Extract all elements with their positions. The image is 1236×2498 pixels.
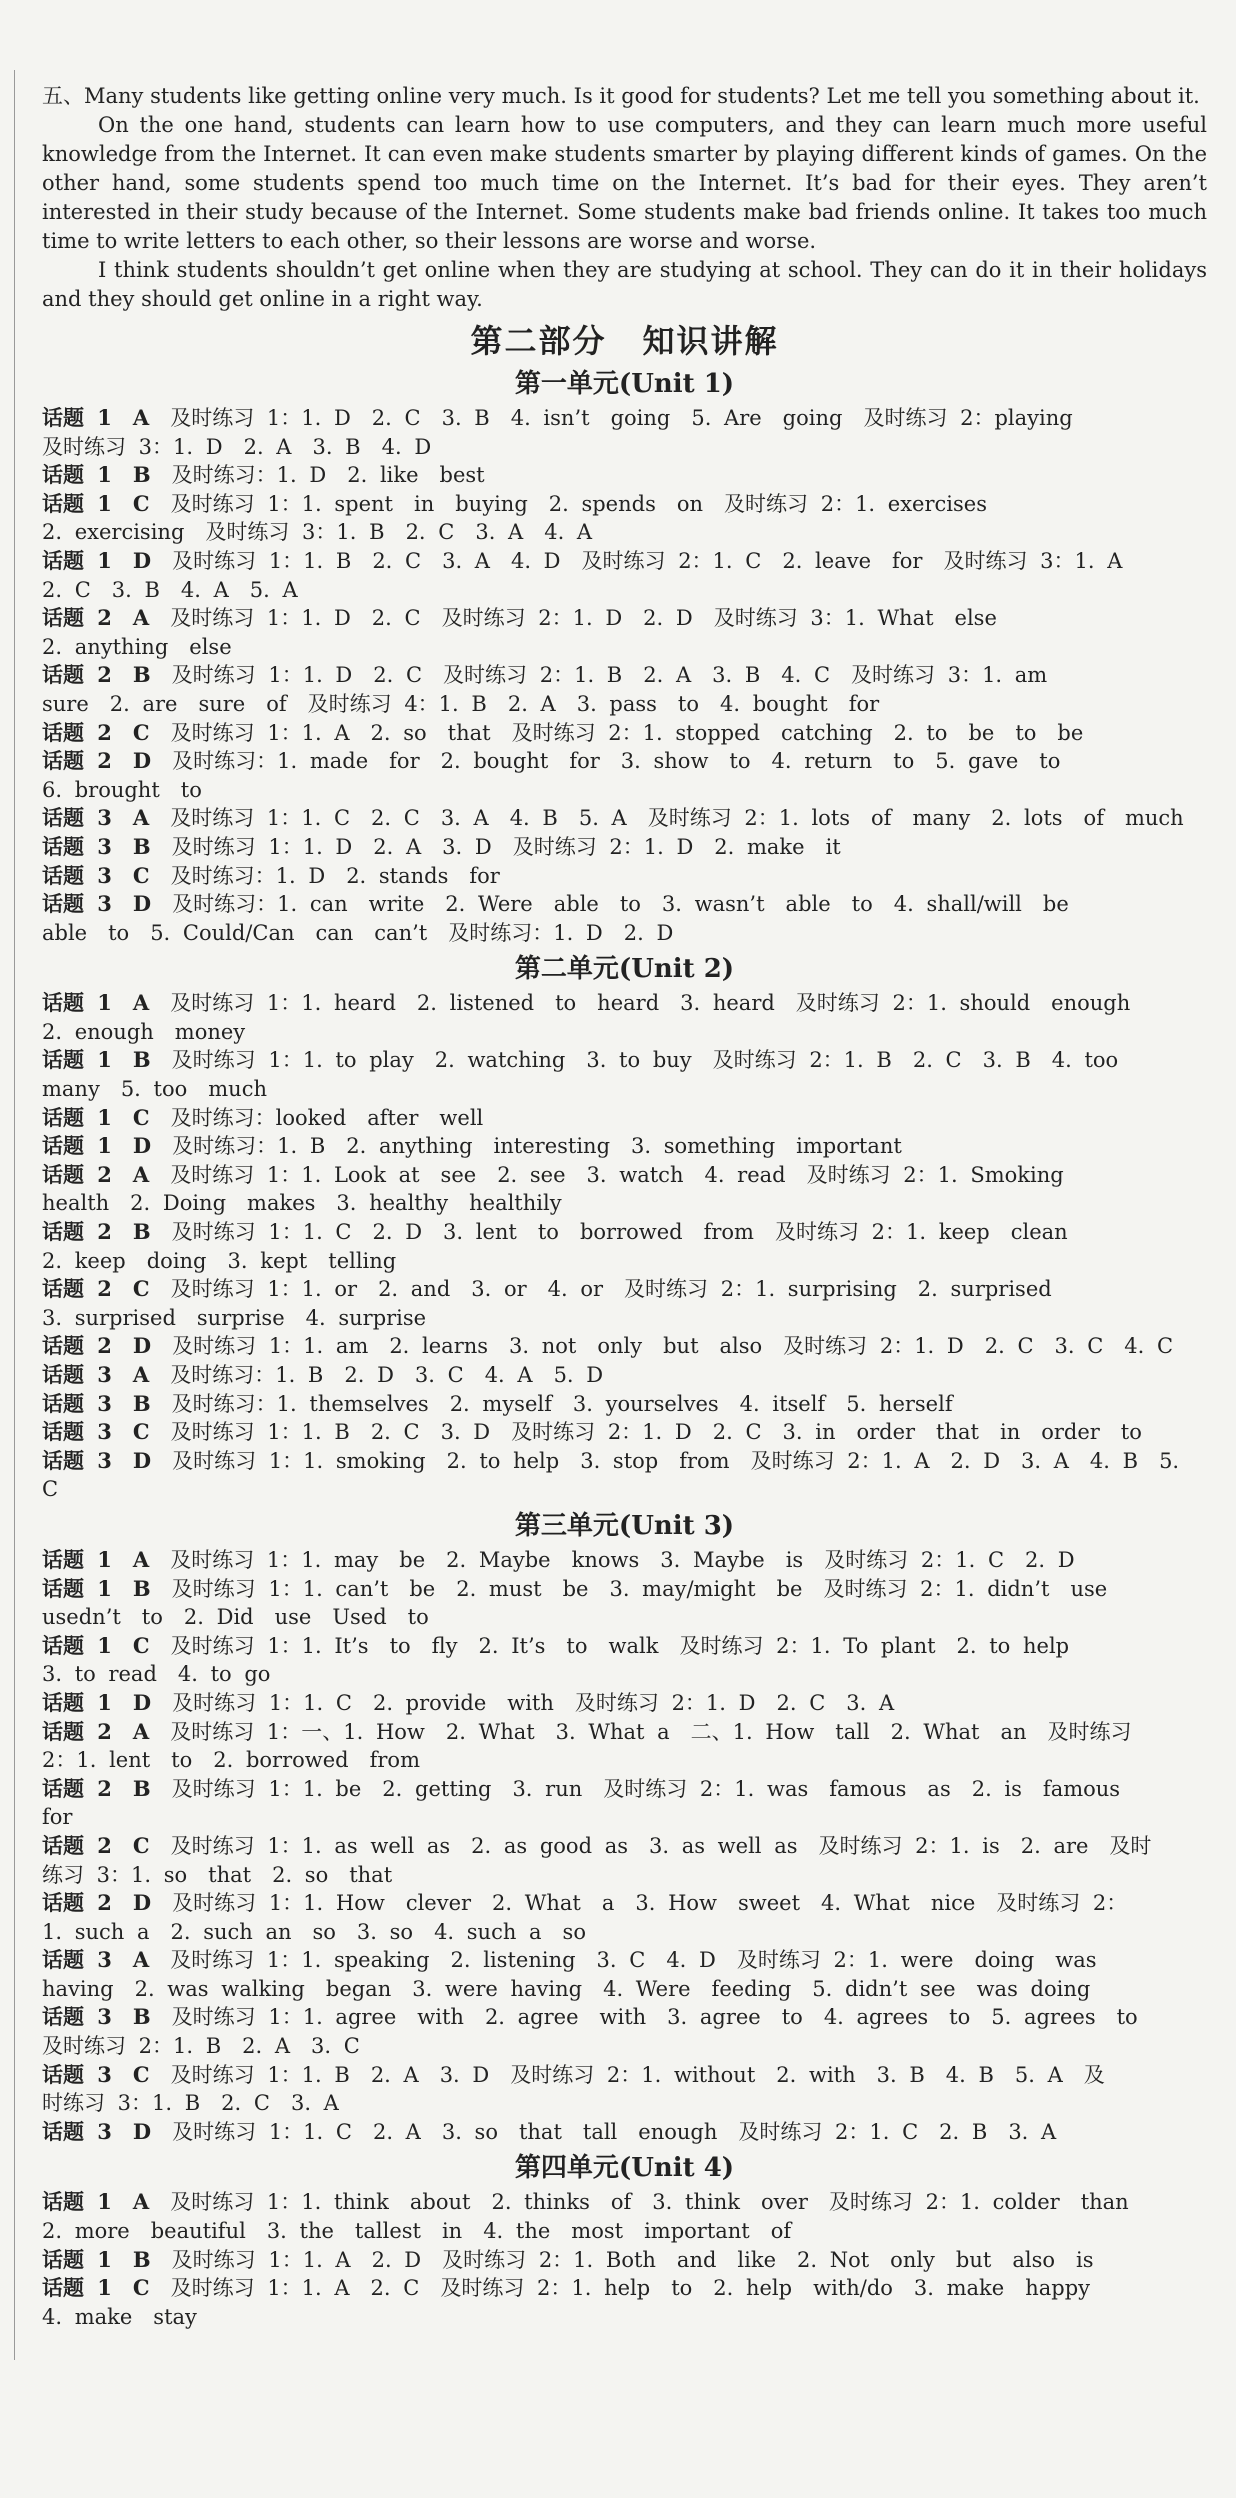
answer-text: 2. more beautiful 3. the tallest in 4. the most important of: [42, 2219, 792, 2244]
answer-line: [42, 1132, 1207, 1161]
answer-text: 3. to read 4. to go: [42, 1662, 271, 1687]
answer-text: 及时练习 1：1. D 2. A 3. D 及时练习 2：1. D 2. make it: [150, 834, 841, 859]
answer-line: [42, 719, 1207, 748]
answer-text: 及时练习 1：1. A 2. C 及时练习 2：1. help to 2. help with/do 3. make happy: [149, 2276, 1091, 2301]
answer-text: 及时练习 1：1. can’t be 2. must be 3. may/might be 及时练习 2：1. didn’t use: [150, 1576, 1108, 1601]
answer-text: 及时练习 1：1. think about 2. thinks of 3. think over 及时练习 2：1. colder than: [149, 2190, 1129, 2215]
unit-title: 第三单元(Unit 3): [514, 1510, 735, 1541]
section5-paragraph-2: I think students shouldn’t get online when they are studying at school. They can do it in their holidays and they should get online in a right way.: [42, 258, 1207, 311]
answer-text: health 2. Doing makes 3. healthy healthily: [42, 1191, 562, 1216]
topic-label: 话题 3 B: [42, 833, 151, 859]
answer-line: [42, 1632, 1207, 1661]
topic-label: 话题 3 B: [42, 2004, 151, 2030]
answer-line: [42, 1247, 1207, 1276]
answer-text: 及时练习 1：1. A 2. so that 及时练习 2：1. stopped catching 2. to be to be: [149, 720, 1084, 745]
answer-line: [42, 2217, 1207, 2246]
answer-text: 2. anything else: [42, 634, 232, 659]
unit-title: 第一单元(Unit 1): [514, 369, 735, 399]
answer-line: [42, 1775, 1207, 1804]
answer-text: 及时练习：1. B 2. anything interesting 3. something important: [151, 1134, 902, 1159]
answer-line: [42, 433, 1207, 462]
answer-line: [42, 2303, 1207, 2332]
answer-line: [42, 1361, 1207, 1390]
topic-label: 话题 1 A: [42, 2189, 150, 2215]
answer-text: able to 5. Could/Can can can’t 及时练习：1. D 2. D: [42, 920, 674, 945]
answer-text: 及时练习 1：1. heard 2. listened to heard 3. heard 及时练习 2：1. should enough: [149, 991, 1131, 1016]
answer-text: 及时练习 1：1. B 2. A 3. D 及时练习 2：1. without 2. with 3. B 4. B 5. A 及: [149, 2062, 1105, 2087]
units-container: [42, 366, 1207, 2331]
answer-text: 及时练习 1：1. D 2. C 及时练习 2：1. D 2. D 及时练习 3：1. What else: [149, 606, 997, 631]
topic-label: 话题 3 C: [42, 1419, 150, 1445]
answer-line: [42, 1946, 1207, 1975]
answer-text: 及时练习 1：1. be 2. getting 3. run 及时练习 2：1. was famous as 2. is famous: [150, 1776, 1121, 1801]
answer-text: 及时练习：1. can write 2. Were able to 3. wasn’t able to 4. shall/will be: [151, 892, 1069, 917]
answer-line: [42, 833, 1207, 862]
answer-line: [42, 461, 1207, 490]
answer-line: [42, 919, 1207, 948]
answer-line: [42, 2089, 1207, 2118]
answer-line: [42, 1832, 1207, 1861]
answer-text: 及时练习 3：1. D 2. A 3. B 4. D: [42, 434, 432, 459]
part-title-left: 第二部分: [470, 322, 607, 360]
answer-text: 及时练习 1：1. It’s to fly 2. It’s to walk 及时练习 2：1. To plant 2. to help: [149, 1633, 1070, 1658]
answer-line: [42, 1575, 1207, 1604]
answer-line: [42, 661, 1207, 690]
topic-label: 话题 3 A: [42, 805, 150, 831]
answer-text: 及时练习 1：1. B 2. C 3. A 4. D 及时练习 2：1. C 2. leave for 及时练习 3：1. A: [151, 548, 1123, 573]
answer-text: 及时练习 1：1. C 2. provide with 及时练习 2：1. D 2. C 3. A: [151, 1690, 895, 1715]
answer-line: [42, 1218, 1207, 1247]
answer-line: [42, 1275, 1207, 1304]
topic-label: 话题 1 A: [42, 1546, 150, 1572]
answer-line: [42, 1746, 1207, 1775]
answer-line: [42, 2118, 1207, 2147]
answer-text: 及时练习：1. made for 2. bought for 3. show to 4. return to 5. gave to: [151, 749, 1061, 774]
page-content: [42, 82, 1207, 2331]
answer-line: [42, 989, 1207, 1018]
unit-title: 第二单元(Unit 2): [514, 954, 735, 985]
answer-text: 及时练习 1：1. agree with 2. agree with 3. agree to 4. agrees to 5. agrees to: [150, 2005, 1138, 2030]
answer-text: 2. keep doing 3. kept telling: [42, 1248, 397, 1273]
left-margin-rule: [14, 70, 15, 2360]
answer-line: [42, 633, 1207, 662]
answer-text: 6. brought to: [42, 777, 202, 802]
answer-text: 1. such a 2. such an so 3. so 4. such a so: [42, 1919, 586, 1944]
answer-text: 及时练习 1：一、1. How 2. What 3. What a 二、1. How tall 2. What an 及时练习: [149, 1719, 1132, 1744]
section5-paragraph-1: On the one hand, students can learn how to use computers, and they can learn much more useful knowledge from the Internet. It can even make students smarter by playing different kinds of games. On the other hand, some students spend too much time on the Internet. It’s bad for their eyes. They aren’t interested in their study because of the Internet. Some students make bad friends online. It takes too much time to write letters to each other, so their lessons are worse and worse.: [42, 113, 1207, 253]
answer-text: 及时练习 2：1. B 2. A 3. C: [42, 2034, 360, 2059]
answer-line: [42, 2246, 1207, 2275]
part-title-right: 知识讲解: [642, 322, 779, 360]
topic-label: 话题 1 C: [42, 490, 150, 516]
answer-line: [42, 1546, 1207, 1575]
answer-line: [42, 1018, 1207, 1047]
topic-label: 话题 1 A: [42, 990, 150, 1016]
topic-label: 话题 1 D: [42, 1689, 152, 1715]
answer-text: 及时练习：1. D 2. like best: [150, 463, 485, 488]
answer-text: 及时练习 1：1. as well as 2. as good as 3. as well as 及时练习 2：1. is 2. are 及时: [149, 1833, 1152, 1858]
answer-line: [42, 776, 1207, 805]
unit-title: 第四单元(Unit 4): [514, 2153, 735, 2184]
answer-text: 时练习 3：1. B 2. C 3. A: [42, 2091, 339, 2116]
answer-text: having 2. was walking began 3. were having 4. Were feeding 5. didn’t see was doing: [42, 1976, 1091, 2001]
answer-line: [42, 1889, 1207, 1918]
answer-text: 及时练习 1：1. smoking 2. to help 3. stop from 及时练习 2：1. A 2. D 3. A 4. B 5. C: [42, 1448, 1180, 1502]
topic-label: 话题 3 A: [42, 1947, 150, 1973]
answer-text: 及时练习 1：1. may be 2. Maybe knows 3. Maybe is 及时练习 2：1. C 2. D: [149, 1547, 1075, 1572]
answer-line: [42, 1075, 1207, 1104]
answer-line: [42, 1803, 1207, 1832]
answer-text: 及时练习：1. B 2. D 3. C 4. A 5. D: [149, 1363, 604, 1387]
topic-label: 话题 2 D: [42, 1890, 152, 1916]
topic-label: 话题 1 D: [42, 1133, 152, 1159]
answer-line: [42, 547, 1207, 576]
topic-label: 话题 2 C: [42, 719, 150, 745]
answer-line: [42, 2274, 1207, 2303]
answer-line: [42, 1689, 1207, 1718]
answer-line: [42, 1418, 1207, 1447]
answer-line: [42, 1861, 1207, 1890]
answer-text: 2. enough money: [42, 1019, 246, 1044]
topic-label: 话题 2 A: [42, 605, 150, 631]
answer-line: [42, 1104, 1207, 1133]
answer-text: 练习 3：1. so that 2. so that: [42, 1862, 393, 1887]
answer-text: 及时练习 1：1. How clever 2. What a 3. How sweet 4. What nice 及时练习 2：: [151, 1891, 1128, 1916]
answer-line: [42, 862, 1207, 891]
topic-label: 话题 3 B: [42, 1390, 151, 1416]
answer-line: [42, 2188, 1207, 2217]
answer-line: [42, 1189, 1207, 1218]
answer-line: [42, 1046, 1207, 1075]
answer-line: [42, 2061, 1207, 2090]
answer-text: 及时练习 1：1. Look at see 2. see 3. watch 4. read 及时练习 2：1. Smoking: [149, 1162, 1064, 1187]
answer-line: [42, 1918, 1207, 1947]
answer-text: for: [42, 1805, 73, 1830]
topic-label: 话题 1 B: [42, 462, 151, 488]
topic-label: 话题 3 D: [42, 2118, 152, 2144]
topic-label: 话题 2 B: [42, 1775, 151, 1801]
topic-label: 话题 1 B: [42, 2246, 151, 2272]
answer-text: usedn’t to 2. Did use Used to: [42, 1605, 429, 1630]
answer-line: [42, 1304, 1207, 1333]
answer-line: [42, 1975, 1207, 2004]
answer-line: [42, 1660, 1207, 1689]
topic-label: 话题 2 C: [42, 1832, 150, 1858]
answer-text: 2：1. lent to 2. borrowed from: [42, 1748, 420, 1773]
topic-label: 话题 1 B: [42, 1575, 151, 1601]
answer-text: 及时练习 1：1. D 2. C 及时练习 2：1. B 2. A 3. B 4. C 及时练习 3：1. am: [150, 663, 1048, 688]
answer-line: [42, 2032, 1207, 2061]
answer-text: 2. exercising 及时练习 3：1. B 2. C 3. A 4. A: [42, 520, 593, 545]
topic-label: 话题 2 B: [42, 662, 151, 688]
answer-text: 及时练习 1：1. C 2. C 3. A 4. B 5. A 及时练习 2：1. lots of many 2. lots of much: [149, 806, 1184, 831]
topic-label: 话题 3 C: [42, 2061, 150, 2087]
answer-line: [42, 1447, 1207, 1504]
answer-line: [42, 890, 1207, 919]
answer-text: 及时练习 1：1. or 2. and 3. or 4. or 及时练习 2：1. surprising 2. surprised: [149, 1277, 1052, 1302]
topic-label: 话题 2 B: [42, 1219, 151, 1245]
answer-line: [42, 1161, 1207, 1190]
answer-text: 及时练习：1. D 2. stands for: [149, 863, 500, 888]
answer-line: [42, 1390, 1207, 1419]
topic-label: 话题 1 C: [42, 1632, 150, 1658]
section5-intro: 五、Many students like getting online very much. Is it good for students? Let me tell you something about it.: [42, 84, 1200, 108]
answer-line: [42, 1718, 1207, 1747]
answer-text: 及时练习 1：1. C 2. A 3. so that tall enough 及时练习 2：1. C 2. B 3. A: [151, 2119, 1057, 2144]
answer-line: [42, 490, 1207, 519]
topic-label: 话题 1 C: [42, 2275, 150, 2301]
topic-label: 话题 2 D: [42, 748, 152, 774]
answer-line: [42, 1603, 1207, 1632]
topic-label: 话题 1 C: [42, 1104, 150, 1130]
topic-label: 话题 2 A: [42, 1718, 150, 1744]
topic-label: 话题 2 C: [42, 1276, 150, 1302]
topic-label: 话题 3 C: [42, 862, 150, 888]
answer-text: 及时练习 1：1. B 2. C 3. D 及时练习 2：1. D 2. C 3. in order that in order to: [149, 1420, 1142, 1445]
answer-text: 及时练习 1：1. to play 2. watching 3. to buy 及时练习 2：1. B 2. C 3. B 4. too: [150, 1048, 1119, 1073]
answer-text: 及时练习 1：1. spent in buying 2. spends on 及时练习 2：1. exercises: [149, 491, 987, 516]
answer-text: 及时练习：1. themselves 2. myself 3. yourselves 4. itself 5. herself: [150, 1391, 953, 1416]
topic-label: 话题 1 B: [42, 1047, 151, 1073]
answer-line: [42, 518, 1207, 547]
topic-label: 话题 1 D: [42, 547, 152, 573]
topic-label: 话题 2 D: [42, 1333, 152, 1359]
answer-line: [42, 576, 1207, 605]
answer-line: [42, 404, 1207, 433]
answer-text: 及时练习 1：1. speaking 2. listening 3. C 4. D 及时练习 2：1. were doing was: [149, 1948, 1097, 1973]
answer-text: 2. C 3. B 4. A 5. A: [42, 577, 298, 602]
topic-label: 话题 1 A: [42, 405, 150, 430]
answer-text: 及时练习 1：1. D 2. C 3. B 4. isn’t going 5. Are going 及时练习 2：playing: [149, 406, 1073, 430]
answer-text: 及时练习 1：1. C 2. D 3. lent to borrowed from 及时练习 2：1. keep clean: [150, 1220, 1068, 1245]
answer-text: sure 2. are sure of 及时练习 4：1. B 2. A 3. pass to 4. bought for: [42, 691, 880, 716]
topic-label: 话题 3 A: [42, 1362, 150, 1387]
answer-line: [42, 2003, 1207, 2032]
answer-line: [42, 604, 1207, 633]
answer-line: [42, 1332, 1207, 1361]
topic-label: 话题 2 A: [42, 1161, 150, 1187]
answer-text: many 5. too much: [42, 1077, 267, 1102]
topic-label: 话题 3 D: [42, 1447, 152, 1473]
answer-text: 及时练习：looked after well: [149, 1105, 484, 1130]
answer-line: [42, 804, 1207, 833]
topic-label: 话题 3 D: [42, 891, 152, 917]
answer-line: [42, 690, 1207, 719]
answer-text: 3. surprised surprise 4. surprise: [42, 1305, 427, 1330]
part-title: [42, 320, 1207, 362]
answer-text: 4. make stay: [42, 2304, 197, 2329]
answer-line: [42, 747, 1207, 776]
answer-text: 及时练习 1：1. am 2. learns 3. not only but also 及时练习 2：1. D 2. C 3. C 4. C: [151, 1334, 1174, 1359]
answer-text: 及时练习 1：1. A 2. D 及时练习 2：1. Both and like 2. Not only but also is: [150, 2247, 1094, 2272]
